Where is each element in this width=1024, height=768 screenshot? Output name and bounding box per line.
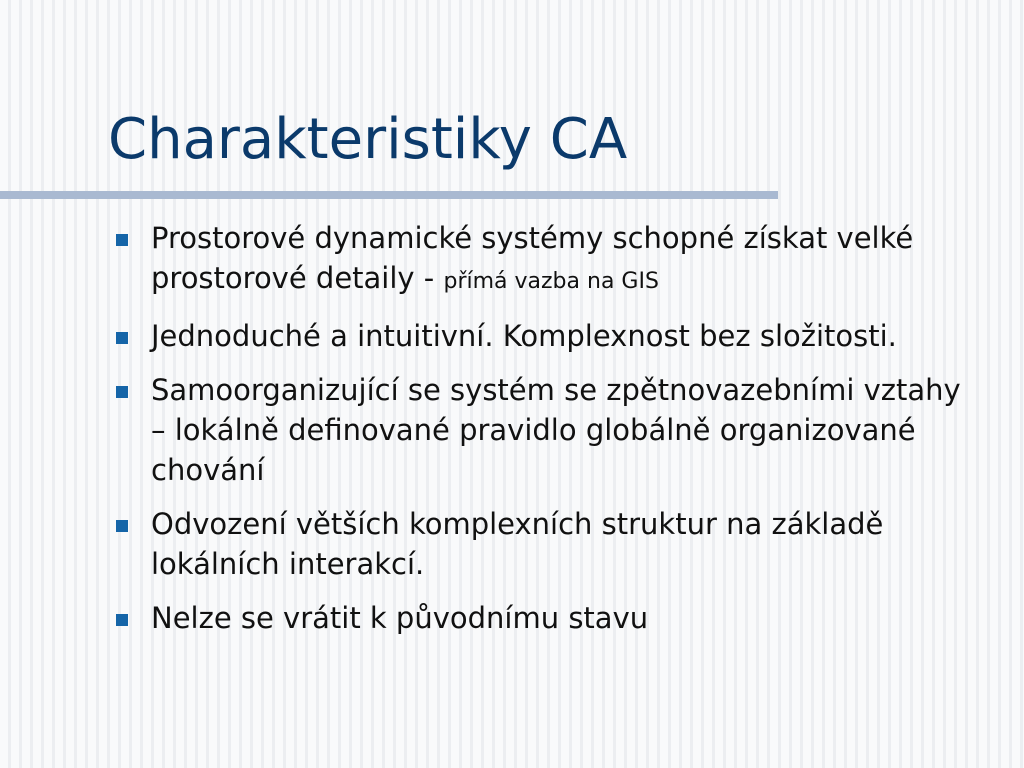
bullet-item (110, 370, 980, 490)
bullet-text: Odvození větších komplexních struktur na základě lokálních interakcí. (151, 507, 884, 581)
square-bullet-icon (116, 520, 128, 532)
bullet-item (110, 598, 980, 638)
slide-title: Charakteristiky CA (108, 107, 628, 172)
square-bullet-icon (116, 614, 128, 626)
bullet-text: Jednoduché a intuitivní. Komplexnost bez složitosti. (151, 319, 897, 353)
bullet-item (110, 218, 980, 302)
square-bullet-icon (116, 332, 128, 344)
bullet-item (110, 504, 980, 584)
bullet-text-suffix: přímá vazba na GIS (443, 269, 659, 294)
bullet-text: Prostorové dynamické systémy schopné získat velké prostorové detaily - (151, 221, 914, 295)
title-divider (0, 191, 778, 199)
bullet-list (110, 218, 980, 652)
bullet-text: Nelze se vrátit k původnímu stavu (151, 601, 649, 635)
square-bullet-icon (116, 386, 128, 398)
square-bullet-icon (116, 234, 128, 246)
bullet-text: Samoorganizující se systém se zpětnovazebními vztahy – lokálně definované pravidlo globálně organizované chování (151, 373, 961, 487)
bullet-item (110, 316, 980, 356)
